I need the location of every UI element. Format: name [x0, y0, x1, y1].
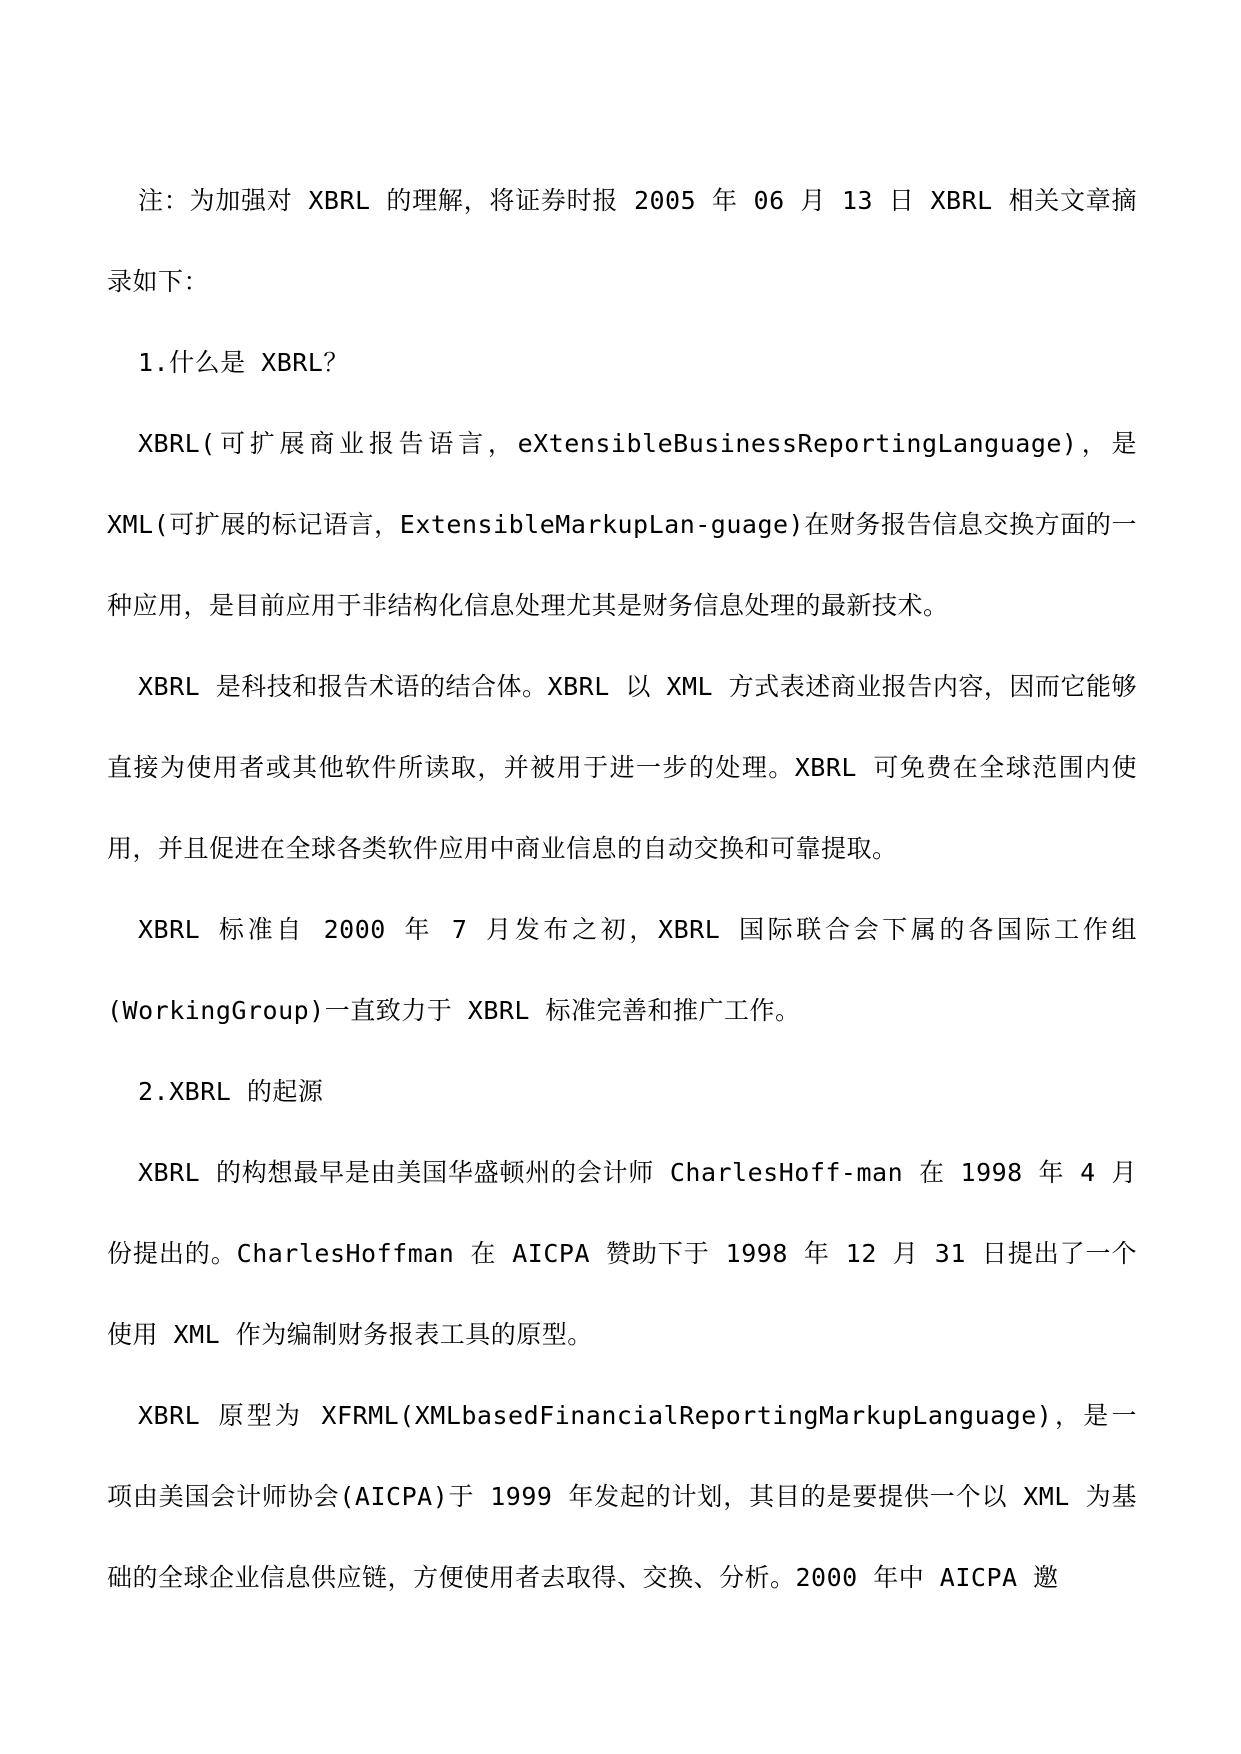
paragraph-note: 注：为加强对 XBRL 的理解，将证券时报 2005 年 06 月 13 日 XBRL 相关文章摘录如下： — [107, 186, 1137, 296]
paragraph-xbrl-prototype: XBRL 原型为 XFRML(XMLbasedFinancialReportingMarkupLanguage)，是一项由美国会计师协会(AICPA)于 1999 年发起的计划，其目的是要提供一个以 XML 为基础的全球企业信息供应链，方便使用者去取得、交换、分析。2000 年中 AICPA 邀 — [107, 1401, 1137, 1592]
heading-what-is-xbrl: 1.什么是 XBRL？ — [138, 348, 349, 377]
paragraph-xbrl-definition: XBRL(可扩展商业报告语言，eXtensibleBusinessReportingLanguage)，是 XML(可扩展的标记语言，ExtensibleMarkupLan-guage)在财务报告信息交换方面的一种应用，是目前应用于非结构化信息处理尤其是财务信息处理的最新技术。 — [107, 429, 1137, 620]
heading-xbrl-origin: 2.XBRL 的起源 — [138, 1077, 324, 1106]
paragraph-xbrl-technology: XBRL 是科技和报告术语的结合体。XBRL 以 XML 方式表述商业报告内容，因而它能够直接为使用者或其他软件所读取，并被用于进一步的处理。XBRL 可免费在全球范围内使用，并且促进在全球各类软件应用中商业信息的自动交换和可靠提取。 — [107, 672, 1137, 863]
paragraph-xbrl-standard: XBRL 标准自 2000 年 7 月发布之初，XBRL 国际联合会下属的各国际工作组(WorkingGroup)一直致力于 XBRL 标准完善和推广工作。 — [107, 915, 1137, 1025]
document-body — [107, 160, 1137, 1618]
paragraph-xbrl-conception: XBRL 的构想最早是由美国华盛顿州的会计师 CharlesHoff-man 在 1998 年 4 月份提出的。CharlesHoffman 在 AICPA 赞助下于 1998 年 12 月 31 日提出了一个使用 XML 作为编制财务报表工具的原型。 — [107, 1158, 1137, 1349]
